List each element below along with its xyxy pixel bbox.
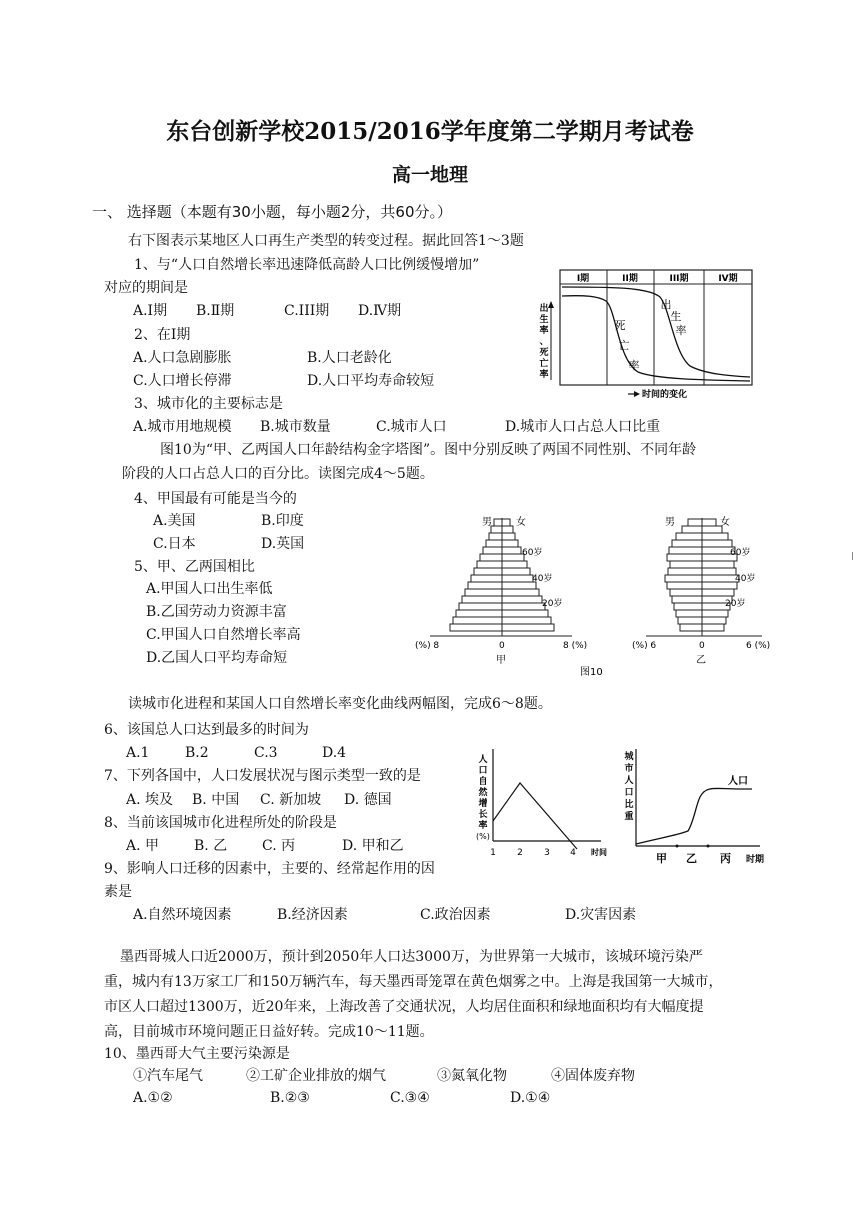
q4-option-c: C.日本 — [153, 536, 196, 552]
q2-option-a: A.人口急剧膨胀 — [133, 350, 232, 366]
yi-tick-right: 6 (%) — [746, 641, 771, 651]
urban-ylabel-6: 重 — [624, 812, 634, 822]
q7-option-a: A. 埃及 — [126, 792, 174, 808]
natural-growth-figure — [475, 745, 615, 865]
growth-xtick-1: 1 — [490, 848, 496, 858]
pyramid-jia — [415, 515, 587, 666]
q5-option-d: D.乙国人口平均寿命短 — [146, 650, 288, 666]
yi-age-60: 60岁 — [730, 548, 751, 558]
jia-age-40: 40岁 — [532, 574, 553, 584]
q1-option-a: A.Ⅰ期 — [133, 303, 168, 319]
q8-option-d: D. 甲和乙 — [342, 838, 404, 854]
urban-ylabel-2: 市 — [624, 764, 634, 774]
q8-option-a: A. 甲 — [126, 838, 160, 854]
q9-option-c: C.政治因素 — [420, 907, 491, 923]
q10-option-c: C.③④ — [390, 1090, 430, 1106]
q8-option-c: C. 丙 — [262, 838, 296, 854]
jia-female-label: 女 — [516, 517, 526, 528]
q6-option-c: C.3 — [254, 745, 278, 761]
yi-male-label: 男 — [665, 517, 675, 528]
y-axis-arrow-head — [548, 301, 554, 308]
q7-option-b: B. 中国 — [192, 792, 240, 808]
urban-ylabel-1: 城 — [624, 752, 634, 762]
growth-ylabel-4: 然 — [478, 788, 488, 798]
stage-bing: 丙 — [720, 852, 731, 865]
yi-age-20: 20岁 — [725, 599, 746, 609]
q3-option-d: D.城市人口占总人口比重 — [505, 419, 661, 435]
q1-stem-cont: 对应的期间是 — [104, 280, 188, 296]
growth-ylabel-2: 口 — [478, 766, 488, 776]
jia-tick-center: 0 — [499, 641, 505, 651]
growth-ylabel-3: 自 — [478, 777, 488, 787]
q10-option-d: D.①④ — [510, 1090, 551, 1106]
q9-stem-cont: 素是 — [104, 884, 132, 900]
growth-ylabel-7: 率 — [478, 821, 488, 831]
q4-option-d: D.英国 — [261, 536, 305, 552]
yi-female-label: 女 — [720, 517, 730, 528]
q6-stem: 6、该国总人口达到最多的时间为 — [104, 722, 309, 738]
x-axis-arrow-head — [634, 391, 640, 397]
demographic-transition-figure — [530, 265, 760, 405]
q7-option-c: C. 新加坡 — [260, 792, 322, 808]
q1-option-c: C.III期 — [284, 303, 330, 319]
q8-stem: 8、当前该国城市化进程所处的阶段是 — [104, 815, 337, 831]
q2-stem: 2、在Ⅰ期 — [134, 327, 191, 343]
q10-item-2: ②工矿企业排放的烟气 — [246, 1068, 386, 1084]
urban-curve-label: 人口 — [728, 776, 748, 787]
y-axis-label-1: 出 — [539, 304, 549, 314]
group2-intro: 图10为“甲、乙两国人口年龄结构金字塔图”。图中分别反映了两国不同性别、不同年龄 — [160, 442, 697, 458]
growth-xtick-4: 4 — [570, 848, 576, 858]
q3-option-c: C.城市人口 — [376, 419, 447, 435]
q5-stem: 5、甲、乙两国相比 — [134, 559, 255, 575]
death-rate-curve — [562, 296, 750, 381]
q1-option-d: D.Ⅳ期 — [358, 303, 402, 319]
y-axis-label-6: 亡 — [539, 359, 549, 369]
q3-option-b: B.城市数量 — [260, 419, 331, 435]
stage-jia: 甲 — [656, 852, 667, 865]
q9-option-a: A.自然环境因素 — [133, 907, 232, 923]
group3-intro: 读城市化进程和某国人口自然增长率变化曲线两幅图，完成6～8题。 — [128, 696, 552, 712]
population-pyramids-figure — [410, 510, 775, 680]
pyramid-yi — [632, 515, 770, 666]
group1-intro: 右下图表示某地区人口再生产类型的转变过程。据此回答1～3题 — [128, 233, 524, 249]
q9-stem: 9、影响人口迁移的因素中，主要的、经常起作用的因 — [104, 861, 435, 877]
group4-paragraph-line3: 市区人口超过1300万，近20年来，上海改善了交通状况，人均居住面积和绿地面积均有大幅度提 — [104, 999, 704, 1015]
death-label-3: 率 — [628, 359, 640, 372]
q1-stem: 1、与“人口自然增长率迅速降低高龄人口比例缓慢增加” — [134, 257, 480, 273]
jia-age-60: 60岁 — [522, 548, 543, 558]
birth-label-3: 率 — [675, 324, 687, 337]
urban-ylabel-5: 比 — [624, 800, 634, 810]
q10-item-1: ①汽车尾气 — [133, 1068, 203, 1084]
jia-tick-right: 8 (%) — [563, 641, 588, 651]
birth-label-1: 出 — [660, 298, 672, 311]
jia-tick-left: (%) 8 — [415, 641, 440, 651]
q10-stem: 10、墨西哥大气主要污染源是 — [104, 1046, 290, 1062]
growth-curve — [493, 783, 577, 849]
page-subtitle: 高一地理 — [391, 164, 468, 186]
q7-option-d: D. 德国 — [344, 792, 392, 808]
growth-ylabel-6: 长 — [478, 810, 488, 820]
q5-option-b: B.乙国劳动力资源丰富 — [146, 604, 287, 620]
yi-name: 乙 — [696, 655, 706, 666]
q7-stem: 7、下列各国中，人口发展状况与图示类型一致的是 — [104, 768, 421, 784]
q1-option-b: B.Ⅱ期 — [196, 303, 235, 319]
q6-option-d: D.4 — [322, 745, 347, 761]
growth-xtick-3: 3 — [544, 848, 550, 858]
q4-stem: 4、甲国最有可能是当今的 — [134, 491, 297, 507]
growth-ylabel-5: 增 — [478, 799, 488, 809]
y-axis-label-5: 死 — [539, 348, 549, 358]
y-axis-label-3: 率 — [539, 326, 549, 336]
group4-paragraph-line4: 高，目前城市环境问题正日益好转。完成10～11题。 — [104, 1024, 434, 1040]
q5-option-a: A.甲国人口出生率低 — [146, 581, 273, 597]
q5-option-c: C.甲国人口自然增长率高 — [146, 627, 301, 643]
q4-option-b: B.印度 — [261, 513, 304, 529]
period-3-label: III期 — [669, 274, 689, 284]
growth-xtick-2: 2 — [517, 848, 523, 858]
q2-option-c: C.人口增长停滞 — [133, 373, 232, 389]
growth-ylabel-1: 人 — [478, 755, 488, 765]
period-2-label: II期 — [622, 274, 638, 284]
q2-option-d: D.人口平均寿命较短 — [307, 373, 435, 389]
q3-option-a: A.城市用地规模 — [133, 419, 232, 435]
q4-option-a: A.美国 — [153, 513, 196, 529]
q9-option-b: B.经济因素 — [277, 907, 348, 923]
death-label-2: 亡 — [618, 339, 630, 352]
stage-yi: 乙 — [686, 852, 697, 865]
q10-option-b: B.②③ — [270, 1090, 310, 1106]
urban-curve — [636, 788, 752, 844]
y-axis-label-7: 率 — [539, 370, 549, 380]
group4-paragraph-line2: 重，城内有13万家工厂和150万辆汽车，每天墨西哥笼罩在黄色烟雾之中。上海是我国第一大城市， — [104, 974, 723, 990]
birth-rate-curve — [562, 287, 750, 377]
q3-stem: 3、城市化的主要标志是 — [134, 396, 283, 412]
stage-divider-2 — [707, 845, 710, 848]
q10-item-4: ④固体废弃物 — [551, 1068, 635, 1084]
urbanization-figure — [620, 745, 790, 870]
q9-option-d: D.灾害因素 — [565, 907, 637, 923]
period-4-label: IV期 — [718, 274, 738, 284]
urban-xlabel: 时期 — [746, 855, 765, 865]
yi-age-40: 40岁 — [735, 574, 756, 584]
group2-intro-cont: 阶段的人口占总人口的百分比。读图完成4～5题。 — [122, 466, 434, 482]
stage-divider-1 — [676, 845, 679, 848]
figure10-caption: 图10 — [580, 667, 603, 678]
growth-xlabel: 时间 — [591, 848, 607, 857]
jia-name: 甲 — [496, 655, 506, 666]
growth-yunit: (%) — [476, 832, 490, 841]
q10-option-a: A.①② — [133, 1090, 173, 1106]
q2-option-b: B.人口老龄化 — [307, 350, 392, 366]
jia-age-20: 20岁 — [542, 599, 563, 609]
x-axis-label: 时间的变化 — [642, 390, 688, 400]
period-1-label: I期 — [576, 274, 590, 284]
y-axis-label-2: 生 — [539, 315, 549, 325]
q8-option-b: B. 乙 — [194, 838, 228, 854]
birth-label-2: 生 — [670, 310, 682, 323]
jia-male-label: 男 — [482, 517, 492, 528]
q6-option-b: B.2 — [185, 745, 209, 761]
section-heading: 一、 选择题（本题有30小题，每小题2分，共60分。） — [92, 203, 452, 221]
death-label-1: 死 — [614, 319, 626, 332]
margin-mark — [852, 552, 857, 560]
urban-ylabel-3: 人 — [624, 776, 634, 786]
q6-option-a: A.1 — [126, 745, 150, 761]
yi-tick-center: 0 — [699, 641, 705, 651]
urban-ylabel-4: 口 — [624, 788, 634, 798]
q10-item-3: ③氮氧化物 — [437, 1068, 507, 1084]
y-axis-label-4: 、 — [539, 337, 549, 347]
group4-paragraph-line1: 墨西哥城人口近2000万，预计到2050年人口达3000万，为世界第一大城市，该城环境污染严 — [120, 949, 703, 965]
yi-tick-left: (%) 6 — [632, 641, 657, 651]
page-title: 东台创新学校2015/2016学年度第二学期月考试卷 — [166, 118, 694, 145]
